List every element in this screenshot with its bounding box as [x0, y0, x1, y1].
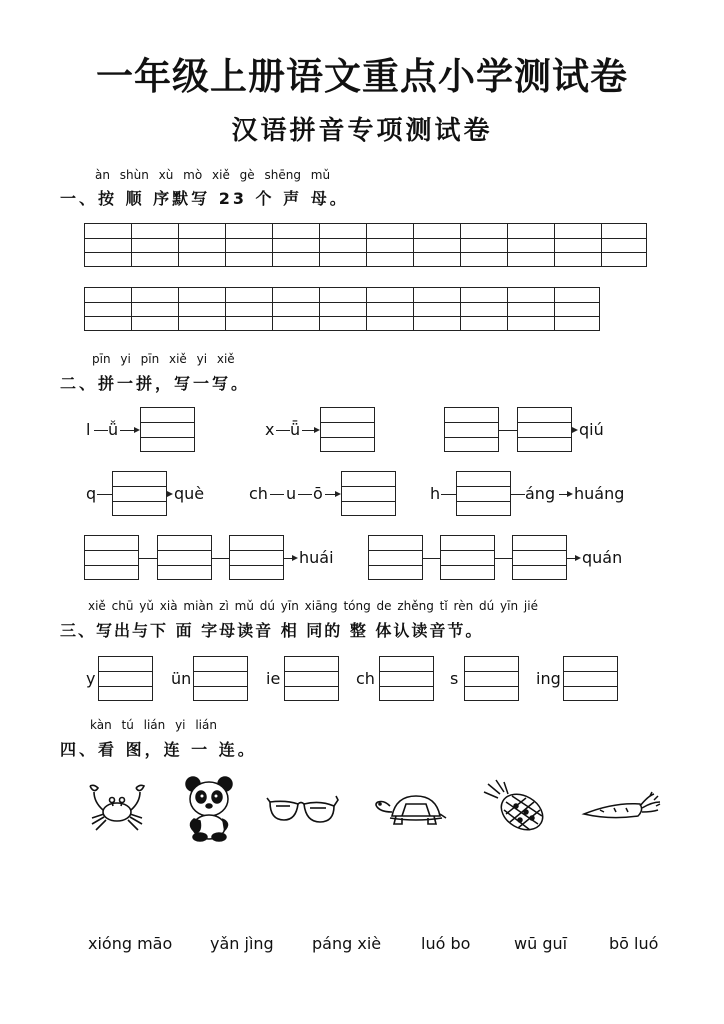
- initial-ch: ch: [249, 484, 268, 503]
- q1-pinyin: àn shùn xù mò xiě gè shēng mǔ: [95, 168, 331, 182]
- connector-line: [511, 494, 525, 495]
- answer-box[interactable]: [379, 656, 434, 701]
- word-pang-xie[interactable]: páng xiè: [312, 934, 382, 953]
- syllable-quan: quán: [582, 548, 623, 567]
- initial-l: l: [86, 420, 91, 439]
- connector-line: [276, 430, 290, 431]
- syllable-huang: huáng: [574, 484, 625, 503]
- crab-picture[interactable]: [82, 780, 152, 835]
- word-yan-jing[interactable]: yǎn jìng: [210, 934, 274, 953]
- arrow-line: [559, 494, 567, 495]
- answer-box[interactable]: [563, 656, 618, 701]
- q2-pinyin: pīn yi pīn xiě yi xiě: [92, 352, 235, 366]
- arrow-head: [292, 555, 298, 561]
- medial-u: u: [286, 484, 297, 503]
- arrow-line: [325, 494, 335, 495]
- arrow-head: [167, 491, 173, 497]
- answer-box[interactable]: [368, 535, 423, 580]
- letter-ie: ie: [266, 669, 281, 688]
- word-xiong-mao[interactable]: xióng māo: [88, 934, 173, 953]
- connector-line: [94, 430, 108, 431]
- initial-x: x: [265, 420, 275, 439]
- connector-line: [139, 558, 157, 559]
- answer-box[interactable]: [157, 535, 212, 580]
- syllable-qiu: qiú: [579, 420, 604, 439]
- word-bo-luo[interactable]: bō luó: [609, 934, 659, 953]
- answer-box[interactable]: [320, 407, 375, 452]
- connector-line: [441, 494, 456, 495]
- glasses-picture[interactable]: [266, 790, 340, 828]
- q2-heading: 二、拼一拼，写一写。: [60, 374, 251, 393]
- answer-box[interactable]: [229, 535, 284, 580]
- answer-box[interactable]: [456, 471, 511, 516]
- arrow-line: [120, 430, 134, 431]
- answer-box[interactable]: [84, 535, 139, 580]
- q4-heading: 四、看 图，连 一 连。: [60, 740, 257, 759]
- answer-box[interactable]: [464, 656, 519, 701]
- arrow-line: [567, 558, 575, 559]
- answer-box[interactable]: [193, 656, 248, 701]
- initial-h: h: [430, 484, 441, 503]
- turtle-picture[interactable]: [370, 790, 452, 830]
- q1-writing-grid-row1[interactable]: [84, 223, 647, 267]
- connector-line: [298, 494, 312, 495]
- syllable-que: què: [174, 484, 205, 503]
- letter-ing: ing: [536, 669, 561, 688]
- q3-heading: 三、写出与下 面 字母读音 相 同的 整 体认读音节。: [60, 621, 484, 640]
- syllable-huai: huái: [299, 548, 334, 567]
- q3-pinyin: xiě chū yǔ xià miàn zì mǔ dú yīn xiāng tóng de zhěng tǐ rèn dú yīn jié: [88, 599, 538, 613]
- answer-box[interactable]: [440, 535, 495, 580]
- q4-pinyin: kàn tú lián yi lián: [90, 718, 217, 732]
- answer-box[interactable]: [517, 407, 572, 452]
- letter-ch: ch: [356, 669, 375, 688]
- page-subtitle: 汉语拼音专项测试卷: [231, 116, 493, 146]
- q1-heading: 一、按 顺 序默写 23 个 声 母。: [60, 189, 349, 208]
- carrot-picture[interactable]: [580, 790, 662, 826]
- word-luo-bo[interactable]: luó bo: [421, 934, 471, 953]
- connector-line: [212, 558, 229, 559]
- answer-box[interactable]: [341, 471, 396, 516]
- arrow-head: [572, 427, 578, 433]
- answer-box[interactable]: [444, 407, 499, 452]
- page-title: 一年级上册语文重点小学测试卷: [96, 55, 628, 98]
- connector-line: [495, 558, 512, 559]
- pineapple-picture[interactable]: [482, 778, 548, 834]
- arrow-head: [567, 491, 573, 497]
- word-wu-gui[interactable]: wū guī: [514, 934, 568, 953]
- initial-q: q: [86, 484, 97, 503]
- final-o: ō: [313, 484, 323, 503]
- connector-line: [97, 494, 112, 495]
- arrow-line: [302, 430, 314, 431]
- panda-picture[interactable]: [184, 775, 234, 841]
- answer-box[interactable]: [140, 407, 195, 452]
- answer-box[interactable]: [284, 656, 339, 701]
- answer-box[interactable]: [512, 535, 567, 580]
- final-ang: áng: [525, 484, 556, 503]
- final-u2: ǖ: [290, 420, 301, 439]
- connector-line: [270, 494, 284, 495]
- arrow-head: [575, 555, 581, 561]
- connector-line: [423, 558, 440, 559]
- q1-writing-grid-row2[interactable]: [84, 287, 600, 331]
- letter-y: y: [86, 669, 96, 688]
- letter-un: ün: [171, 669, 192, 688]
- final-u1: ǚ: [108, 420, 119, 439]
- connector-line: [499, 430, 517, 431]
- arrow-line: [284, 558, 292, 559]
- answer-box[interactable]: [98, 656, 153, 701]
- answer-box[interactable]: [112, 471, 167, 516]
- letter-s: s: [450, 669, 459, 688]
